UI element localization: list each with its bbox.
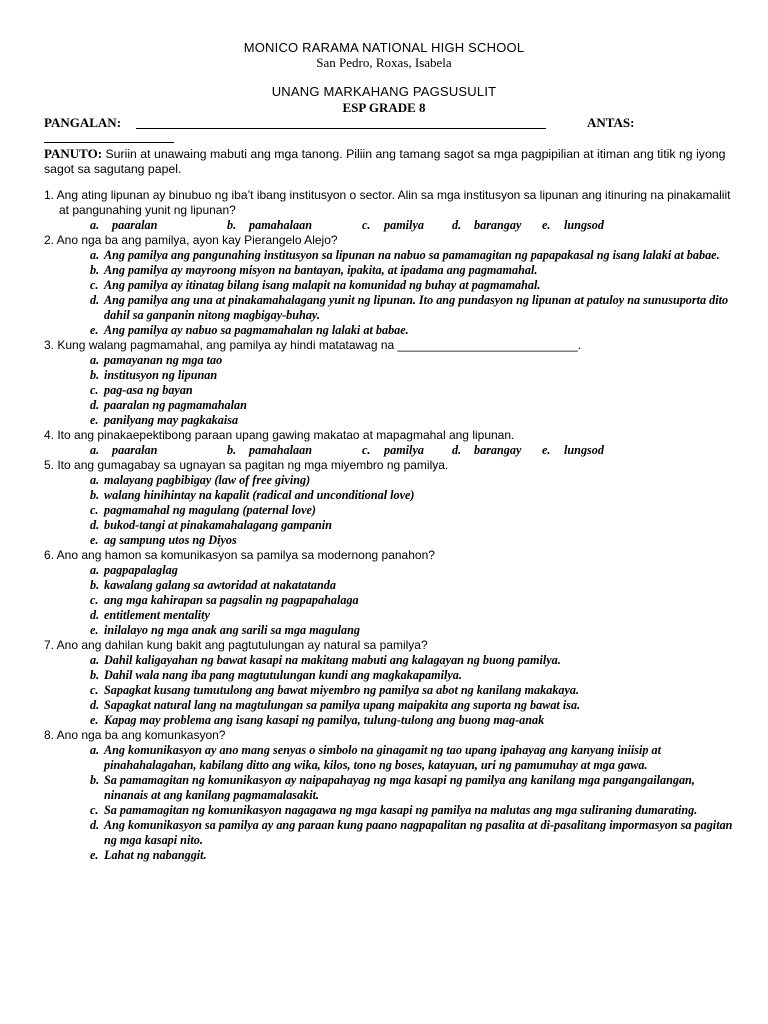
option-letter: a. (90, 248, 100, 262)
name-blank-line (136, 128, 546, 129)
option-text: pamahalaan (249, 218, 312, 232)
option-text: walang hinihintay na kapalit (radical and unconditional love) (104, 488, 415, 502)
option-text: institusyon ng lipunan (104, 368, 218, 382)
answer-option (44, 353, 734, 368)
option-list (44, 248, 734, 338)
option-letter: e. (542, 218, 551, 232)
answer-option (44, 563, 734, 578)
directions-label: PANUTO: (44, 146, 103, 161)
option-text: lungsod (564, 218, 604, 232)
answer-option (452, 218, 542, 233)
answer-option (44, 773, 734, 803)
question (44, 728, 734, 863)
answer-option (44, 593, 734, 608)
answer-option (44, 488, 734, 503)
option-letter: c. (90, 593, 99, 607)
option-text: barangay (474, 443, 522, 457)
answer-option (44, 473, 734, 488)
option-text: paaralan (112, 218, 158, 232)
option-text: Ang pamilya ay nabuo sa pagmamahalan ng lalaki at babae. (104, 323, 409, 337)
answer-option (452, 443, 542, 458)
option-text: Sapagkat kusang tumutulong ang bawat miyembro ng pamilya sa abot ng kanilang makakaya. (104, 683, 580, 697)
grade-blank-line (44, 142, 174, 143)
answer-option (44, 383, 734, 398)
option-text: pamilya (384, 443, 424, 457)
option-letter: c. (362, 443, 371, 457)
option-letter: a. (90, 443, 100, 457)
question (44, 188, 734, 233)
option-text: kawalang galang sa awtoridad at nakatatanda (104, 578, 336, 592)
answer-option (44, 848, 734, 863)
option-letter: b. (90, 488, 100, 502)
option-letter: d. (452, 443, 462, 457)
option-letter: a. (90, 218, 100, 232)
option-letter: d. (90, 398, 100, 412)
option-text: Sapagkat natural lang na magtulungan sa pamilya upang maipakita ang suporta ng bawat isa. (104, 698, 581, 712)
option-letter: a. (90, 653, 100, 667)
option-text: pag-asa ng bayan (104, 383, 193, 397)
option-letter: b. (90, 263, 100, 277)
option-text: pamayanan ng mga tao (104, 353, 223, 367)
option-text: inilalayo ng mga anak ang sarili sa mga magulang (104, 623, 360, 637)
question (44, 638, 734, 728)
option-letter: e. (90, 323, 99, 337)
answer-option (44, 293, 734, 323)
answer-option (44, 818, 734, 848)
exam-title: UNANG MARKAHANG PAGSUSULIT (271, 84, 497, 99)
answer-option (44, 413, 734, 428)
answer-option (44, 623, 734, 638)
directions (44, 146, 734, 177)
option-text: paaralan (112, 443, 158, 457)
option-text: Sa pamamagitan ng komunikasyon nagagawa ng mga kasapi ng pamilya na malutas ang mga suliraning dumarating. (104, 803, 698, 817)
option-letter: a. (90, 353, 100, 367)
option-text: pamahalaan (249, 443, 312, 457)
question (44, 548, 734, 638)
question (44, 233, 734, 338)
option-letter: e. (90, 848, 99, 862)
option-letter: b. (90, 578, 100, 592)
option-letter: e. (90, 533, 99, 547)
option-text: ag sampung utos ng Diyos (104, 533, 237, 547)
question-stem: 5. Ito ang gumagabay sa ugnayan sa pagitan ng mga miyembro ng pamilya. (44, 458, 449, 472)
question-stem: 7. Ano ang dahilan kung bakit ang pagtutulungan ay natural sa pamilya? (44, 638, 428, 652)
option-text: Kapag may problema ang isang kasapi ng pamilya, tulung-tulong ang buong mag-anak (104, 713, 545, 727)
option-letter: c. (90, 803, 99, 817)
answer-option (542, 443, 622, 458)
answer-option (44, 248, 734, 263)
option-letter: d. (90, 293, 100, 307)
school-name: MONICO RARAMA NATIONAL HIGH SCHOOL (243, 40, 525, 55)
answer-option (44, 503, 734, 518)
answer-option (542, 218, 622, 233)
question (44, 338, 734, 428)
answer-option (44, 608, 734, 623)
answer-option (362, 218, 452, 233)
name-row (44, 115, 734, 135)
option-letter: e. (90, 713, 99, 727)
option-letter: d. (452, 218, 462, 232)
option-text: Ang pamilya ang pangunahing institusyon sa lipunan na nabuo sa pamamagitan ng papapakasal ng isang lalaki at babae. (104, 248, 720, 262)
option-letter: d. (90, 818, 100, 832)
answer-option (90, 218, 227, 233)
option-text: pamilya (384, 218, 424, 232)
option-list (44, 653, 734, 728)
question-stem: 8. Ano nga ba ang komunkasyon? (44, 728, 226, 742)
answer-option (44, 713, 734, 728)
question-list (44, 188, 734, 863)
option-letter: c. (90, 383, 99, 397)
option-text: malayang pagbibigay (law of free giving) (104, 473, 311, 487)
option-letter: b. (227, 218, 237, 232)
answer-option (44, 323, 734, 338)
option-list (44, 563, 734, 638)
question-stem: 6. Ano ang hamon sa komunikasyon sa pamilya sa modernong panahon? (44, 548, 435, 562)
answer-option (44, 518, 734, 533)
option-text: entitlement mentality (104, 608, 210, 622)
question (44, 428, 734, 458)
option-text: pagpapalaglag (104, 563, 178, 577)
school-address: San Pedro, Roxas, Isabela (316, 55, 452, 70)
option-text: Ang pamilya ay mayroong misyon na bantayan, ipakita, at ipadama ang pagmamahal. (104, 263, 538, 277)
answer-option (44, 803, 734, 818)
option-text: Dahil wala nang iba pang magtutulungan kundi ang magkakapamilya. (104, 668, 462, 682)
option-text: Ang komunikasyon sa pamilya ay ang paraan kung paano nagpapalitan ng pasalita at di-pasalitang impormasyon sa pagitan ng mga kasapi nito. (104, 818, 733, 847)
answer-option (44, 653, 734, 668)
answer-option (44, 533, 734, 548)
answer-option (44, 668, 734, 683)
option-text: ang mga kahirapan sa pagsalin ng pagpapahalaga (104, 593, 359, 607)
option-letter: c. (90, 683, 99, 697)
option-letter: a. (90, 563, 100, 577)
option-list (44, 743, 734, 863)
option-text: barangay (474, 218, 522, 232)
question-stem: 4. Ito ang pinakaepektibong paraan upang gawing makatao at mapagmahal ang lipunan. (44, 428, 515, 442)
answer-option (362, 443, 452, 458)
option-text: Lahat ng nabanggit. (104, 848, 207, 862)
answer-option (44, 278, 734, 293)
name-label: PANGALAN: (44, 115, 122, 130)
answer-option (44, 398, 734, 413)
option-text: Dahil kaligayahan ng bawat kasapi na makitang mabuti ang kalagayan ng buong pamilya. (104, 653, 561, 667)
option-text: panilyang may pagkakaisa (104, 413, 239, 427)
option-letter: c. (362, 218, 371, 232)
option-letter: b. (90, 773, 100, 787)
option-letter: d. (90, 518, 100, 532)
option-letter: c. (90, 278, 99, 292)
option-text: lungsod (564, 443, 604, 457)
directions-text: Suriin at unawaing mabuti ang mga tanong. Piliin ang tamang sagot sa mga pagpipilian at itiman ang titik ng iyong sagot sa sagutang papel. (44, 147, 726, 176)
option-text: Ang pamilya ang una at pinakamahalagang yunit ng lipunan. Ito ang pundasyon ng lipunan at patuloy na sunusuporta dito dahil sa ganpanin nitong magbigay-buhay. (104, 293, 729, 322)
option-letter: d. (90, 698, 100, 712)
answer-option (44, 743, 734, 773)
answer-option (227, 218, 362, 233)
question (44, 458, 734, 548)
option-letter: e. (542, 443, 551, 457)
answer-option (44, 683, 734, 698)
option-letter: d. (90, 608, 100, 622)
option-letter: b. (90, 668, 100, 682)
answer-option (44, 578, 734, 593)
answer-option (90, 443, 227, 458)
option-letter: b. (227, 443, 237, 457)
answer-option (44, 368, 734, 383)
option-letter: c. (90, 503, 99, 517)
option-list (44, 353, 734, 428)
question-stem: 1. Ang ating lipunan ay binubuo ng iba’t ibang institusyon o sector. Alin sa mga institusyon sa lipunan ang itinuring na pinakamaliit at pangunahing yunit ng lipunan? (44, 188, 731, 217)
option-text: bukod-tangi at pinakamahalagang gampanin (104, 518, 332, 532)
subject-title: ESP GRADE 8 (342, 100, 426, 115)
answer-option (44, 263, 734, 278)
question-stem: 2. Ano nga ba ang pamilya, ayon kay Pierangelo Alejo? (44, 233, 338, 247)
question-stem: 3. Kung walang pagmamahal, ang pamilya ay hindi matatawag na ___________________________. (44, 338, 582, 352)
option-text: paaralan ng pagmamahalan (104, 398, 247, 412)
option-text: Ang komunikasyon ay ano mang senyas o simbolo na ginagamit ng tao upang ipahayag ang kanyang iniisip at pinahahalagahan, kabilang ditto ang wika, kilos, tono ng boses, katayuan, uri ng pamumuhay at mga gawa. (104, 743, 662, 772)
option-list (44, 218, 734, 233)
grade-label: ANTAS: (587, 115, 635, 130)
option-letter: e. (90, 623, 99, 637)
option-list (44, 443, 734, 458)
option-text: Sa pamamagitan ng komunikasyon ay naipapahayag ng mga kasapi ng pamilya ang kanilang mga pangangailangan, ninanais at ang kanilang pagmamalasakit. (104, 773, 695, 802)
answer-option (227, 443, 362, 458)
option-letter: a. (90, 743, 100, 757)
option-list (44, 473, 734, 548)
option-letter: a. (90, 473, 100, 487)
option-text: pagmamahal ng magulang (paternal love) (104, 503, 316, 517)
option-letter: b. (90, 368, 100, 382)
answer-option (44, 698, 734, 713)
option-letter: e. (90, 413, 99, 427)
option-text: Ang pamilya ay itinatag bilang isang malapit na komunidad ng buhay at pagmamahal. (104, 278, 541, 292)
